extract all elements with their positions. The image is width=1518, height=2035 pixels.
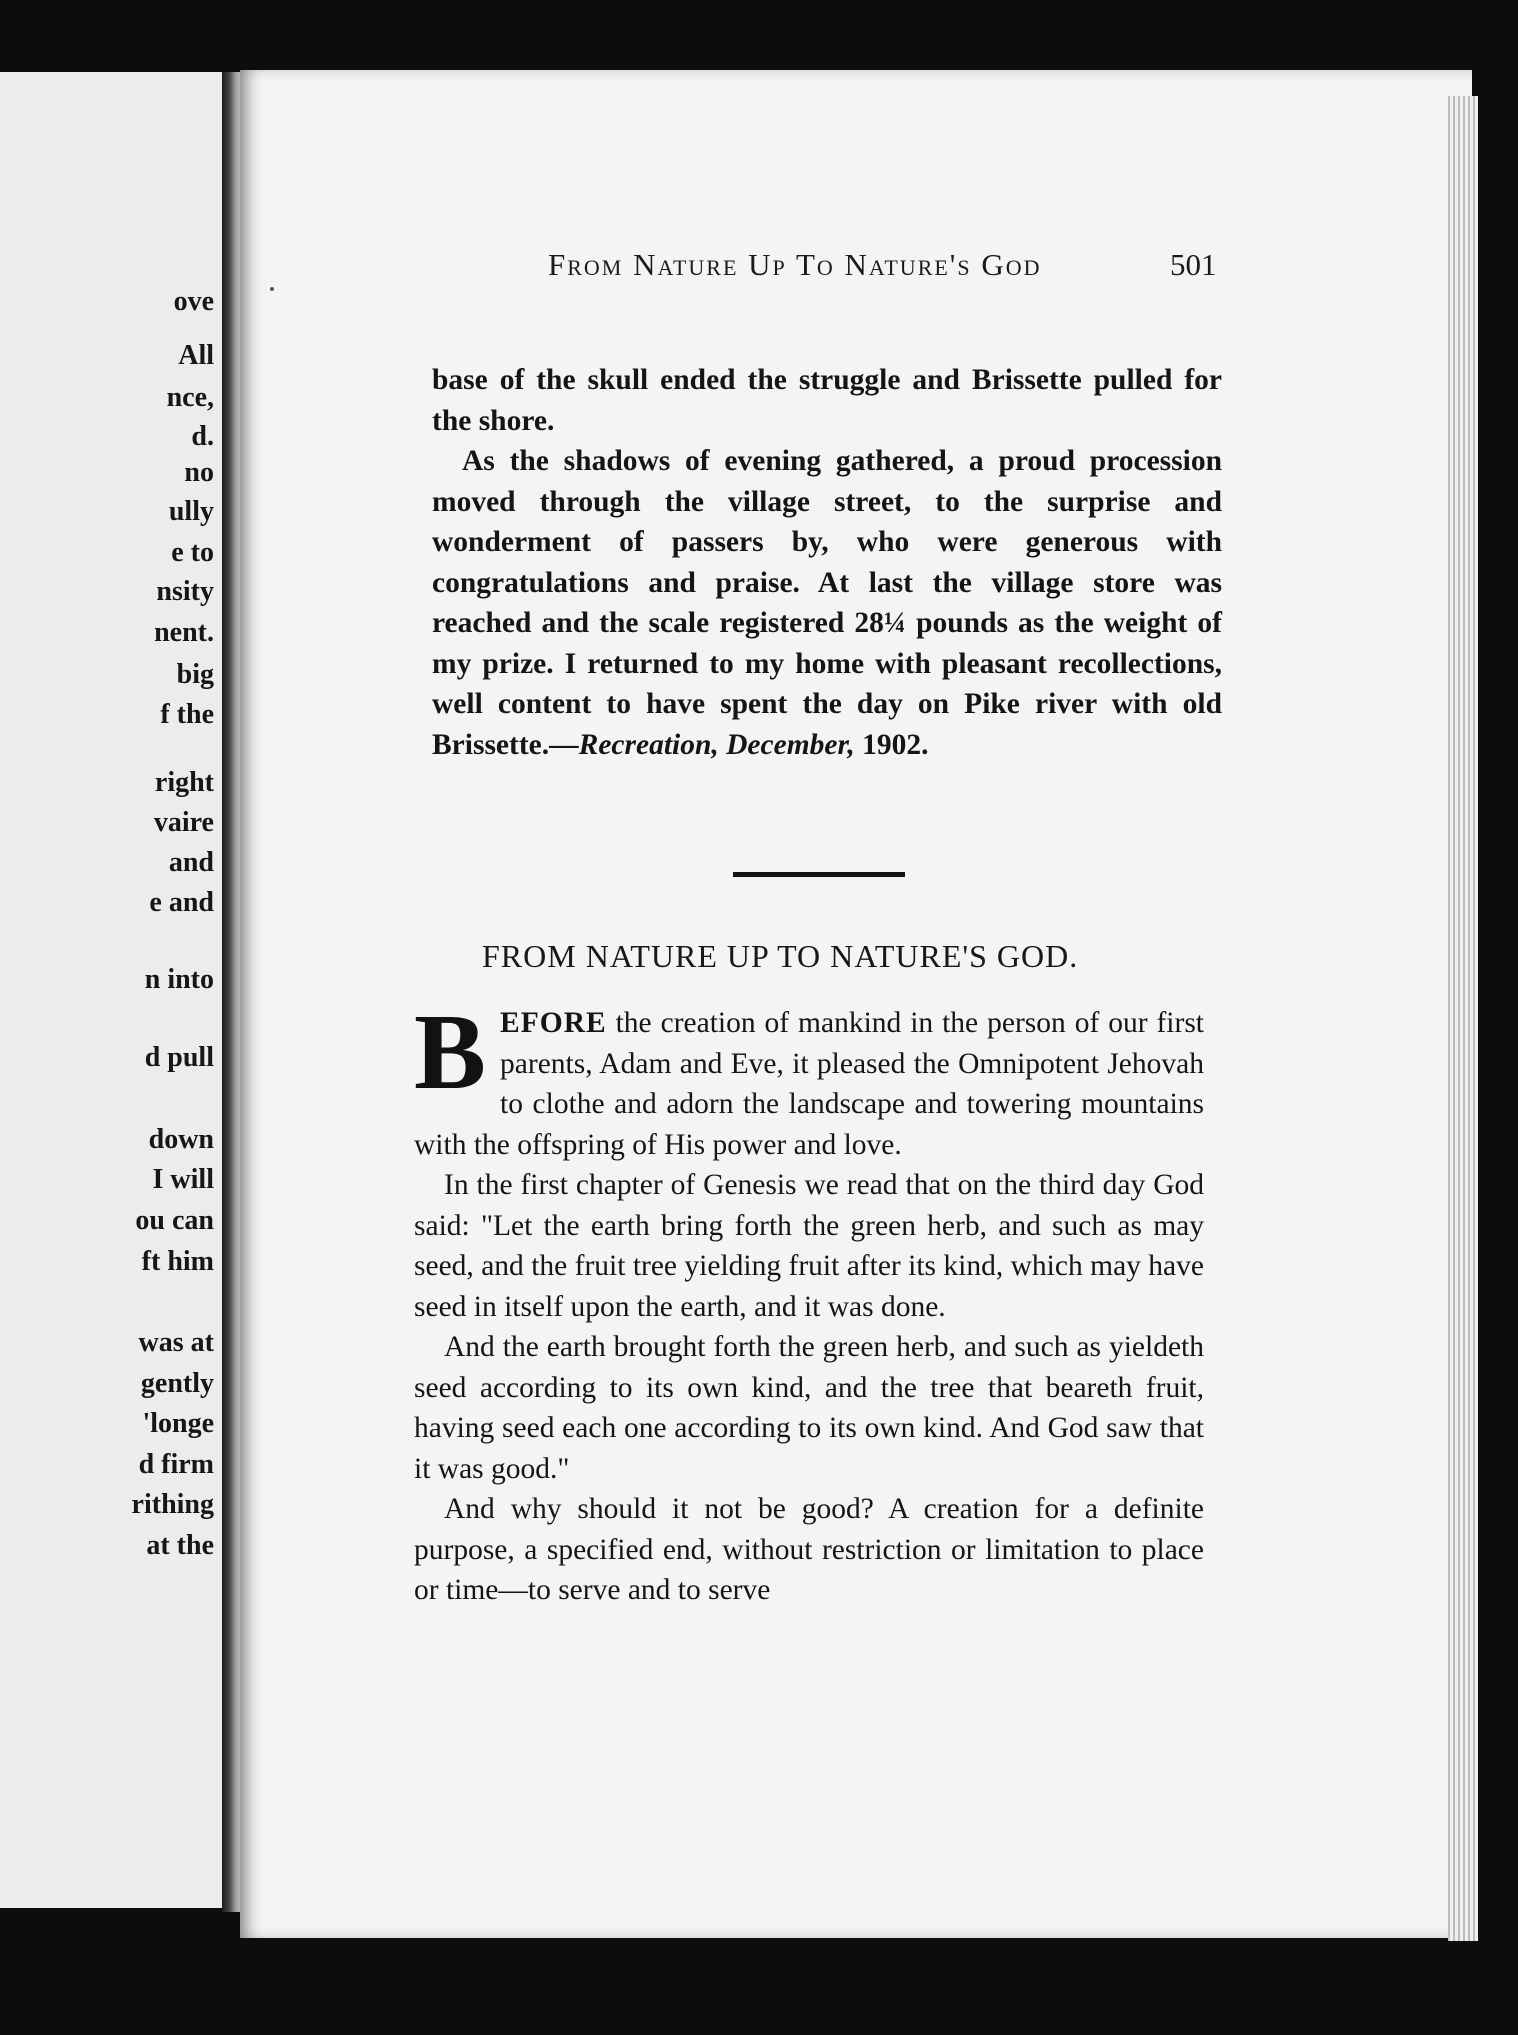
- running-head: [0, 247, 1518, 297]
- left-page-line-fragment: nsity: [156, 576, 214, 607]
- left-page-line-fragment: gently: [140, 1368, 214, 1399]
- left-page-line-fragment: nent.: [154, 617, 214, 648]
- paragraph: And the earth brought forth the green herb, and such as yieldeth seed according to its own kind, and the tree that beareth fruit, having seed each one according to its own kind. And God saw that it was good.": [414, 1331, 1204, 1485]
- left-page-line-fragment: ou can: [135, 1205, 214, 1236]
- section-divider-rule: [733, 872, 905, 877]
- left-page-line-fragment: f the: [160, 699, 214, 730]
- page-edges: [1448, 96, 1478, 1941]
- previous-article-ending: [432, 360, 1222, 765]
- left-page-line-fragment: I will: [152, 1164, 214, 1195]
- left-page-line-fragment: ove: [173, 286, 214, 317]
- source-citation: Recreation, December,: [578, 728, 855, 761]
- left-page-line-fragment: ully: [168, 496, 214, 527]
- left-page-line-fragment: n into: [144, 964, 214, 995]
- left-page-line-fragment: and: [168, 847, 214, 878]
- first-paragraph: [414, 993, 1204, 1165]
- paragraph-text: the creation of mankind in the person of our first parents, Adam and Eve, it pleased the Omnipotent Jehovah to clothe and adorn the landscape and towering mountains with the offspring of His power and love.: [414, 1007, 1204, 1161]
- left-page-line-fragment: ft him: [141, 1246, 214, 1277]
- left-page-line-fragment: nce,: [166, 382, 214, 413]
- left-page-line-fragment: right: [154, 767, 214, 798]
- lead-word: EFORE: [500, 1007, 607, 1039]
- left-page-line-fragment: d firm: [138, 1449, 214, 1480]
- source-dash: —: [549, 728, 579, 761]
- article-title: FROM NATURE UP TO NATURE'S GOD.: [482, 938, 1079, 974]
- drop-cap: B: [414, 993, 487, 1112]
- left-page-line-fragment: e and: [149, 887, 214, 918]
- left-page-line-fragment: d pull: [144, 1042, 214, 1073]
- article-body: [414, 993, 1204, 1611]
- left-page-line-fragment: at the: [146, 1530, 214, 1561]
- source-year: 1902.: [854, 728, 929, 761]
- left-page-line-fragment: e to: [171, 537, 214, 568]
- left-facing-page: [0, 72, 230, 1908]
- paragraph: [432, 441, 1222, 765]
- left-page-line-fragment: 'longe: [142, 1408, 214, 1439]
- page-number: 501: [1170, 247, 1217, 282]
- left-page-line-fragment: All: [178, 340, 214, 371]
- left-page-line-fragment: big: [176, 659, 214, 690]
- paragraph: In the first chapter of Genesis we read that on the third day God said: "Let the earth bring forth the green herb, and such as may seed, and the fruit tree yielding fruit after its kind, which may have seed in itself upon the earth, and it was done.: [414, 1169, 1204, 1323]
- left-page-line-fragment: d.: [191, 421, 214, 452]
- paragraph-text: As the shadows of evening gathered, a proud procession moved through the village street, to the surprise and wonderment of passers by, who were generous with congratulations and praise. At last the village store was reached and the scale registered 28¼ pounds as the weight of my prize. I returned to my home with pleasant recollections, well content to have spent the day on Pike river with old Brissette.: [432, 445, 1222, 761]
- left-page-line-fragment: vaire: [153, 807, 214, 838]
- left-page-line-fragment: down: [148, 1124, 214, 1155]
- left-page-line-fragment: no: [184, 457, 214, 488]
- running-title: From Nature Up To Nature's God: [548, 247, 1042, 282]
- paragraph: base of the skull ended the struggle and Brissette pulled for the shore.: [432, 364, 1222, 437]
- left-page-line-fragment: was at: [138, 1327, 214, 1358]
- paragraph: And why should it not be good? A creation for a definite purpose, a specified end, without restriction or limitation to place or time—to serve and to serve: [414, 1493, 1204, 1606]
- left-page-line-fragment: rithing: [131, 1489, 214, 1520]
